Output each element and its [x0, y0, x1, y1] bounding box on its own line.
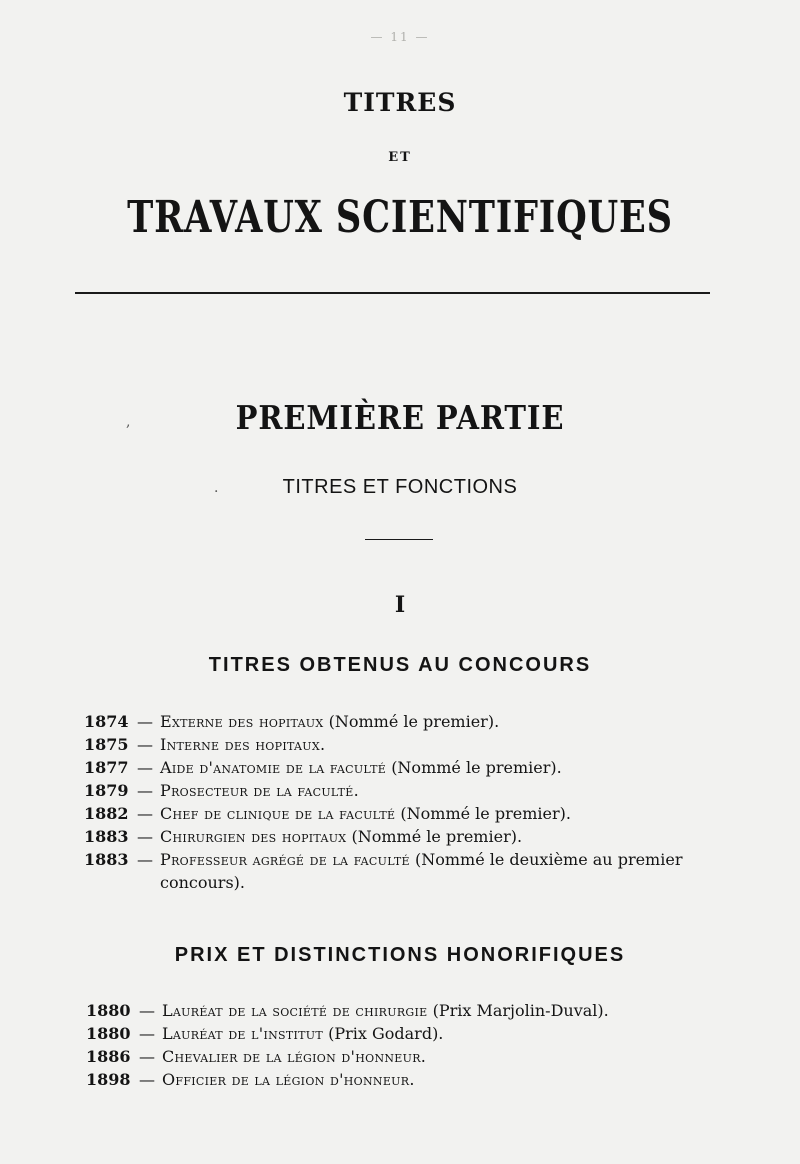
- item-dash: —: [137, 758, 153, 777]
- section-title-titres: TITRES OBTENUS AU CONCOURS: [208, 654, 592, 676]
- item-note: (Prix Godard).: [328, 1024, 444, 1043]
- part-subtitle: TITRES ET FONCTIONS: [282, 476, 518, 498]
- item-note: (Nommé le premier).: [328, 712, 500, 731]
- prix-list: [86, 999, 736, 1091]
- item-title: Chevalier de la légion d'honneur.: [162, 1047, 427, 1066]
- list-item: [84, 710, 734, 733]
- item-dash: —: [139, 1024, 155, 1043]
- item-year: 1875: [84, 735, 129, 754]
- item-title: Chef de clinique de la faculté: [160, 804, 396, 823]
- item-note: (Nommé le deuxième au premier: [414, 850, 683, 869]
- item-dash: —: [139, 1001, 155, 1020]
- item-note-continued: concours).: [160, 873, 245, 892]
- list-item: [84, 733, 734, 756]
- item-dash: —: [137, 712, 153, 731]
- item-dash: —: [137, 827, 153, 846]
- section-title-prix: PRIX ET DISTINCTIONS HONORIFIQUES: [174, 944, 626, 966]
- document-title: TRAVAUX SCIENTIFIQUES: [127, 192, 673, 243]
- item-dash: —: [137, 735, 153, 754]
- list-item: [84, 848, 734, 871]
- item-year: 1877: [84, 758, 129, 777]
- list-item: [86, 1045, 736, 1068]
- part-title: PREMIÈRE PARTIE: [235, 398, 565, 437]
- item-year: 1880: [86, 1024, 131, 1043]
- item-note: (Nommé le premier).: [400, 804, 571, 823]
- item-dash: —: [139, 1070, 155, 1089]
- list-item: [84, 825, 734, 848]
- print-mark: ,: [126, 414, 131, 430]
- item-dash: —: [137, 850, 153, 869]
- item-year: 1874: [84, 712, 129, 731]
- item-title: Lauréat de l'institut: [162, 1024, 323, 1043]
- item-title: Externe des hopitaux: [160, 712, 324, 731]
- item-title: Aide d'anatomie de la faculté: [160, 758, 387, 777]
- item-title: Prosecteur de la faculté.: [160, 781, 359, 800]
- item-note: (Nommé le premier).: [351, 827, 523, 846]
- page-number: — 11 —: [370, 30, 430, 44]
- print-mark: ·: [214, 484, 219, 500]
- item-year: 1880: [86, 1001, 131, 1020]
- item-note: (Nommé le premier).: [391, 758, 562, 777]
- titres-list: [84, 710, 734, 894]
- title-line-1: TITRES: [343, 88, 457, 117]
- item-title: Chirurgien des hopitaux: [160, 827, 347, 846]
- item-year: 1883: [84, 827, 129, 846]
- item-dash: —: [139, 1047, 155, 1066]
- title-line-2: ET: [388, 150, 412, 165]
- item-year: 1882: [84, 804, 129, 823]
- item-year: 1886: [86, 1047, 131, 1066]
- title-divider: [75, 292, 710, 294]
- list-item: [86, 1068, 736, 1091]
- short-divider: [365, 539, 433, 540]
- item-year: 1883: [84, 850, 129, 869]
- item-title: Lauréat de la société de chirurgie: [162, 1001, 428, 1020]
- list-item: [84, 756, 734, 779]
- item-dash: —: [137, 781, 153, 800]
- section-number: I: [394, 592, 406, 618]
- list-item: [86, 999, 736, 1022]
- list-item: [84, 779, 734, 802]
- item-title: Professeur agrégé de la faculté: [160, 850, 410, 869]
- item-year: 1879: [84, 781, 129, 800]
- item-title: Officier de la légion d'honneur.: [162, 1070, 415, 1089]
- item-year: 1898: [86, 1070, 131, 1089]
- item-note: (Prix Marjolin-Duval).: [432, 1001, 609, 1020]
- item-title: Interne des hopitaux.: [160, 735, 326, 754]
- list-item: [84, 802, 734, 825]
- list-item: [86, 1022, 736, 1045]
- item-dash: —: [137, 804, 153, 823]
